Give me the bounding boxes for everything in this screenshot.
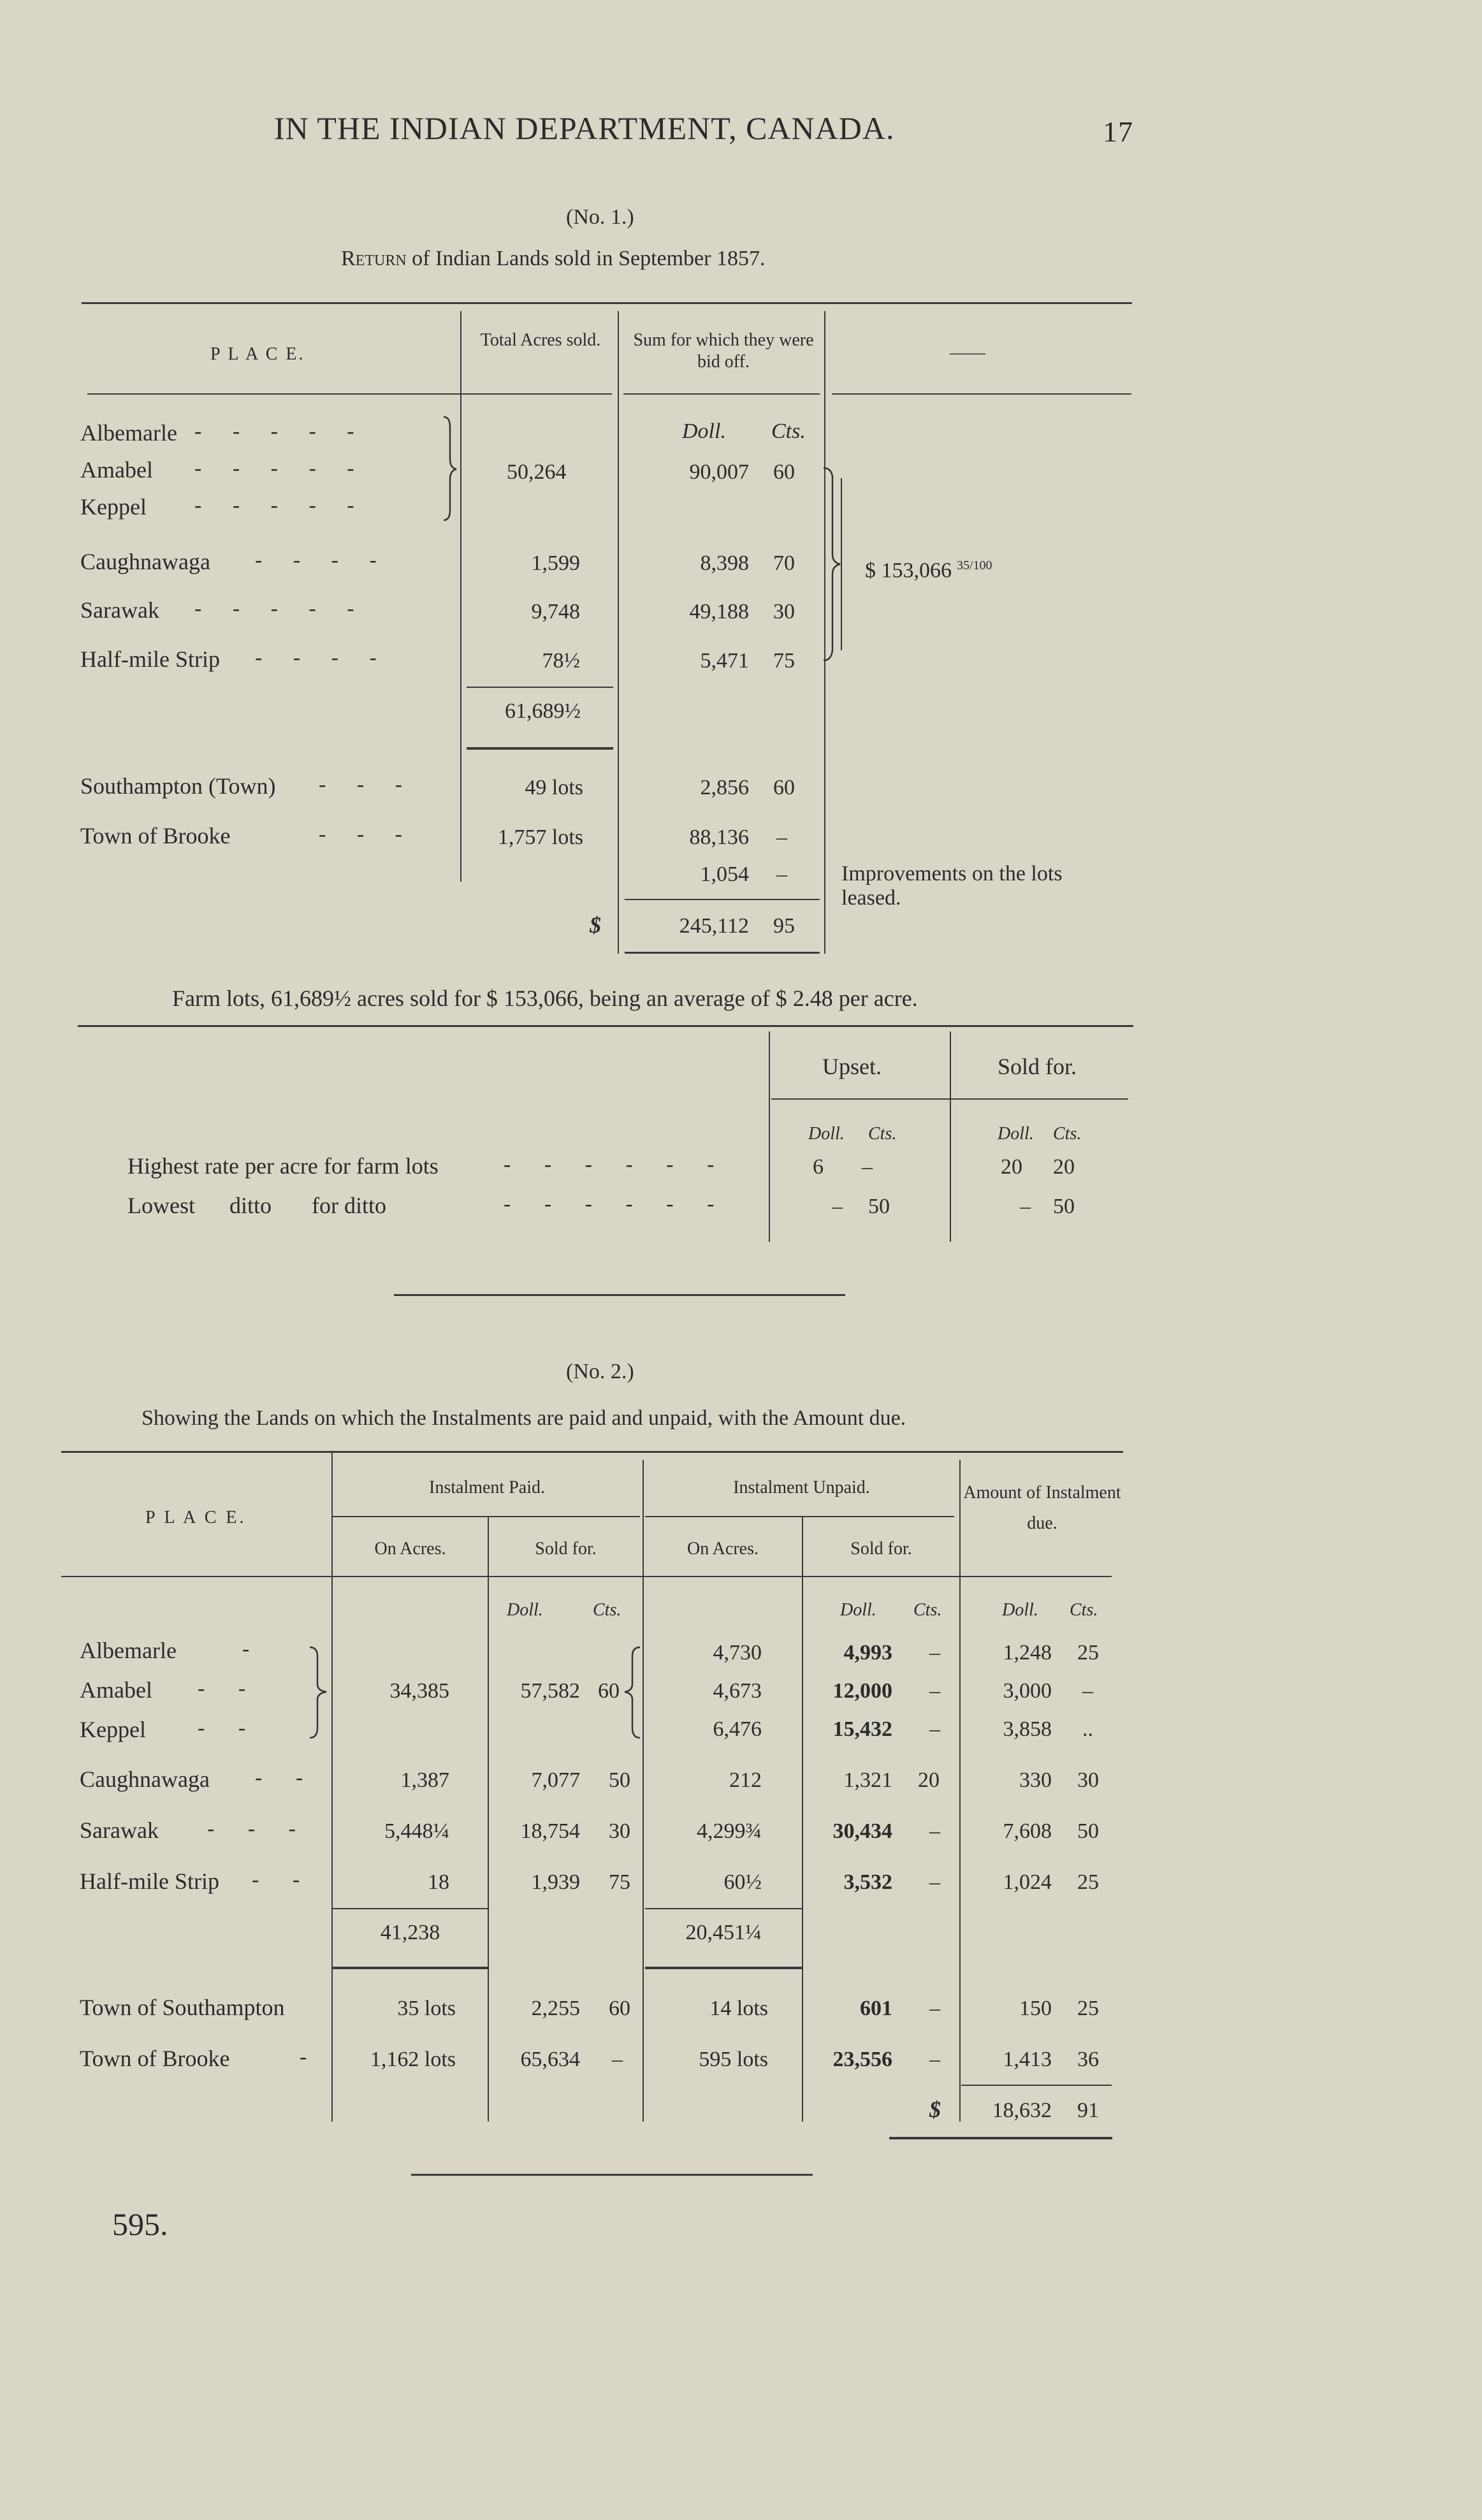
leader-dots: - - - [319,773,415,796]
place-name: Town of Brooke [80,2046,230,2071]
unit-doll: Doll. [998,1124,1034,1144]
caption-lead: Return [341,247,407,270]
upset-doll: 6 [813,1155,824,1179]
page-number: 17 [1103,115,1133,148]
unpaid-acres: 6,476 [713,1717,762,1741]
col-upset: Upset. [822,1054,882,1079]
paid-acres: 34,385 [389,1679,449,1703]
cts-value: 60 [773,460,795,484]
improvements-cts: – [776,863,787,886]
sub-on-acres: On Acres. [374,1539,446,1559]
paid-acres: 1,162 lots [370,2048,456,2071]
col-place: P L A C E. [145,1508,247,1527]
leader-dots: - - [198,1716,260,1740]
unpaid-cts: – [929,1641,940,1664]
rate-label: Lowest ditto for ditto [127,1193,386,1218]
rule [625,952,820,954]
brace-icon [441,414,460,523]
place-name: Sarawak [80,597,159,623]
upset-cts: 50 [868,1195,890,1218]
rule [832,393,1131,395]
unpaid-doll: 4,993 [843,1641,892,1664]
amount-doll: 330 [1019,1768,1052,1792]
col-extra: —— [950,343,985,363]
rule [645,1967,802,1969]
amount-cts: 25 [1077,1641,1099,1664]
place-name: Half-mile Strip [80,646,220,672]
place-name: Southampton (Town) [80,773,276,799]
leader-dots: - - [252,1868,314,1891]
leader-dots: - [300,2045,307,2069]
paid-cts: 30 [609,1819,630,1843]
paid-cts: 75 [609,1870,630,1894]
upset-cts: – [862,1155,873,1179]
place-name: Amabel [80,457,153,483]
unpaid-cts: – [929,1819,940,1843]
rate-label: Highest rate per acre for farm lots [127,1153,439,1179]
unpaid-doll: 601 [860,1997,892,2020]
table2-label: (No. 2.) [566,1360,634,1383]
rule [394,1294,845,1296]
rule [950,1031,951,1242]
rule [82,302,1132,304]
unit-doll: Doll. [808,1124,845,1144]
unpaid-cts: – [929,1870,940,1894]
total-cts: 95 [773,914,795,938]
acres-value: 78½ [542,649,580,673]
unpaid-acres: 14 lots [709,1997,768,2020]
unpaid-cts: – [929,1679,940,1703]
col-instalment-paid: Instalment Paid. [429,1478,545,1497]
place-name: Sarawak [80,1817,159,1843]
paid-doll: 57,582 [520,1679,580,1703]
unpaid-cts: – [929,1717,940,1741]
unpaid-acres: 595 lots [699,2048,768,2071]
bracket-icon [822,465,848,663]
cts-value: – [776,826,787,849]
sold-cts: 50 [1053,1195,1075,1218]
leader-dots: - - [255,1766,317,1789]
col-place: P L A C E. [210,344,305,364]
amount-cts: 25 [1077,1997,1099,2020]
rule [87,393,612,395]
unit-doll: Doll. [682,419,726,443]
sold-doll: – [1020,1195,1031,1218]
place-name: Half-mile Strip [80,1868,219,1894]
unpaid-doll: 3,532 [843,1870,892,1894]
unit-doll: Doll. [840,1600,876,1620]
doll-value: 49,188 [689,600,749,623]
place-name: Albemarle [80,1638,177,1663]
unit-cts: Cts. [868,1124,897,1144]
cts-value: 60 [773,776,795,799]
subtotal-paid: 41,238 [380,1921,440,1944]
table2-caption: Showing the Lands on which the Instalments are paid and unpaid, with the Amount due. [142,1406,906,1430]
improvements-doll: 1,054 [700,863,749,886]
amount-cts: 36 [1077,2048,1099,2071]
unit-cts: Cts. [1053,1124,1082,1144]
leader-dots: - - - - - [194,493,367,517]
rule [771,1098,1128,1100]
rule [333,1908,488,1909]
unpaid-cts: – [929,2048,940,2071]
place-name: Town of Southampton [80,1995,285,2020]
unpaid-cts: – [929,1997,940,2020]
leader-dots: - - - - - - [504,1192,729,1216]
unit-doll: Doll. [1002,1600,1038,1620]
rule [333,1967,488,1969]
rule [623,393,820,395]
place-name: Albemarle [80,420,177,446]
paid-doll: 2,255 [531,1997,580,2020]
improvements-note: Improvements on the lots leased. [841,862,1063,910]
paid-acres: 18 [428,1870,449,1894]
col-sum-bid: Sum for which they were bid off. [633,330,814,372]
unit-cts: Cts. [913,1600,942,1620]
unpaid-cts: 20 [918,1768,940,1792]
amount-doll: 1,248 [1003,1641,1052,1664]
amount-cts: – [1082,1679,1093,1703]
paid-cts: 60 [609,1997,630,2020]
acres-value: 50,264 [507,460,567,484]
rule [467,687,613,688]
sold-doll: 20 [1001,1155,1022,1179]
doll-value: 5,471 [700,649,749,673]
rule [467,747,613,750]
amount-cts: 25 [1077,1870,1099,1894]
paid-acres: 5,448¼ [384,1819,449,1843]
amount-cts: 30 [1077,1768,1099,1792]
unpaid-acres: 60½ [723,1870,762,1894]
place-name: Keppel [80,1717,146,1742]
total-symbol: $ [590,912,601,938]
bracket-total [865,558,992,583]
rule [769,1031,770,1242]
cts-value: 30 [773,600,795,623]
doll-value: 2,856 [700,776,749,799]
amount-doll: 1,024 [1003,1870,1052,1894]
table1-label: (No. 1.) [566,205,634,229]
bracket-total-value: $ 153,066 [865,558,952,583]
paid-cts: 60 [598,1679,620,1703]
unpaid-doll: 12,000 [832,1679,892,1703]
col-amount-due: Amount of Instalment due. [963,1483,1121,1533]
leader-dots: - - - - [255,646,389,669]
sub-sold-for: Sold for. [535,1539,597,1559]
place-name: Caughnawaga [80,1766,210,1792]
cts-value: 70 [773,551,795,575]
leader-dots: - - - - [255,548,389,572]
unpaid-acres: 4,299¾ [697,1819,762,1843]
doll-value: 88,136 [689,826,749,849]
rule [78,1025,1133,1027]
sub-sold-for: Sold for. [850,1539,912,1559]
rule [61,1451,1123,1453]
col-sold-for: Sold for. [998,1054,1077,1079]
running-header: IN THE INDIAN DEPARTMENT, CANADA. [274,110,895,146]
unpaid-doll: 23,556 [832,2048,892,2071]
rule [333,1516,640,1517]
amount-cts: .. [1082,1717,1093,1741]
upset-doll: – [832,1195,843,1218]
unpaid-acres: 4,730 [713,1641,762,1664]
leader-dots: - - - - - [194,419,367,443]
paid-cts: 50 [609,1768,630,1792]
rule [488,1517,489,2122]
amount-cts: 50 [1077,1819,1099,1843]
leader-dots: - - - [207,1817,310,1840]
unit-cts: Cts. [593,1600,621,1620]
amount-doll: 7,608 [1003,1819,1052,1843]
unpaid-doll: 15,432 [832,1717,892,1741]
cts-value: 75 [773,649,795,673]
acres-value: 9,748 [531,600,580,623]
place-name: Caughnawaga [80,549,210,574]
paid-doll: 65,634 [520,2048,580,2071]
amount-doll: 3,000 [1003,1679,1052,1703]
total-doll: 245,112 [679,914,749,938]
col-total-acres: Total Acres sold. [480,330,601,350]
sold-cts: 20 [1053,1155,1075,1179]
summary-line: Farm lots, 61,689½ acres sold for $ 153,066, being an average of $ 2.48 per acre. [172,986,918,1011]
rule [961,2085,1112,2086]
total-symbol: $ [929,2097,941,2122]
leader-dots: - [242,1637,250,1661]
unit-cts: Cts. [771,419,806,443]
paid-cts: – [612,2048,623,2071]
rule [460,311,461,882]
rule [889,2137,1112,2139]
brace-icon [623,1645,643,1740]
leader-dots: - - - - - [194,597,367,620]
unpaid-doll: 30,434 [832,1819,892,1843]
rule [411,2174,813,2176]
unpaid-acres: 4,673 [713,1679,762,1703]
leader-dots: - - - [319,822,415,846]
unit-doll: Doll. [507,1600,543,1620]
amount-doll: 1,413 [1003,2048,1052,2071]
subtotal-acres: 61,689½ [505,699,581,723]
rule [61,1576,1112,1577]
rule [618,311,619,954]
place-name: Town of Brooke [80,823,231,848]
sub-on-acres: On Acres. [687,1539,759,1559]
unpaid-doll: 1,321 [843,1768,892,1792]
total-doll: 18,632 [992,2099,1052,2122]
col-instalment-unpaid: Instalment Unpaid. [733,1478,870,1497]
amount-doll: 150 [1019,1997,1052,2020]
leader-dots: - - [198,1677,260,1700]
subtotal-unpaid: 20,451¼ [685,1921,762,1944]
total-cts: 91 [1077,2099,1099,2122]
acres-value: 49 lots [525,776,583,799]
paid-acres: 1,387 [400,1768,449,1792]
paid-acres: 35 lots [397,1997,456,2020]
leader-dots: - - - - - - [504,1153,729,1176]
paid-doll: 18,754 [520,1819,580,1843]
rule [645,1516,954,1517]
acres-value: 1,599 [531,551,580,575]
place-name: Amabel [80,1677,152,1703]
brace-icon [307,1645,333,1740]
table1-caption [341,247,765,271]
caption-rest: of Indian Lands sold in September 1857. [412,247,766,270]
bracket-fraction: 35/100 [957,558,992,572]
unit-cts: Cts. [1070,1600,1098,1620]
leader-dots: - - - - - [194,456,367,480]
folio-number: 595. [112,2206,168,2242]
acres-value: 1,757 lots [497,826,583,849]
amount-doll: 3,858 [1003,1717,1052,1741]
paid-doll: 1,939 [531,1870,580,1894]
doll-value: 8,398 [700,551,749,575]
place-name: Keppel [80,494,147,520]
unpaid-acres: 212 [729,1768,762,1792]
paid-doll: 7,077 [531,1768,580,1792]
rule [645,1908,802,1909]
rule [625,899,820,900]
doll-value: 90,007 [689,460,749,484]
